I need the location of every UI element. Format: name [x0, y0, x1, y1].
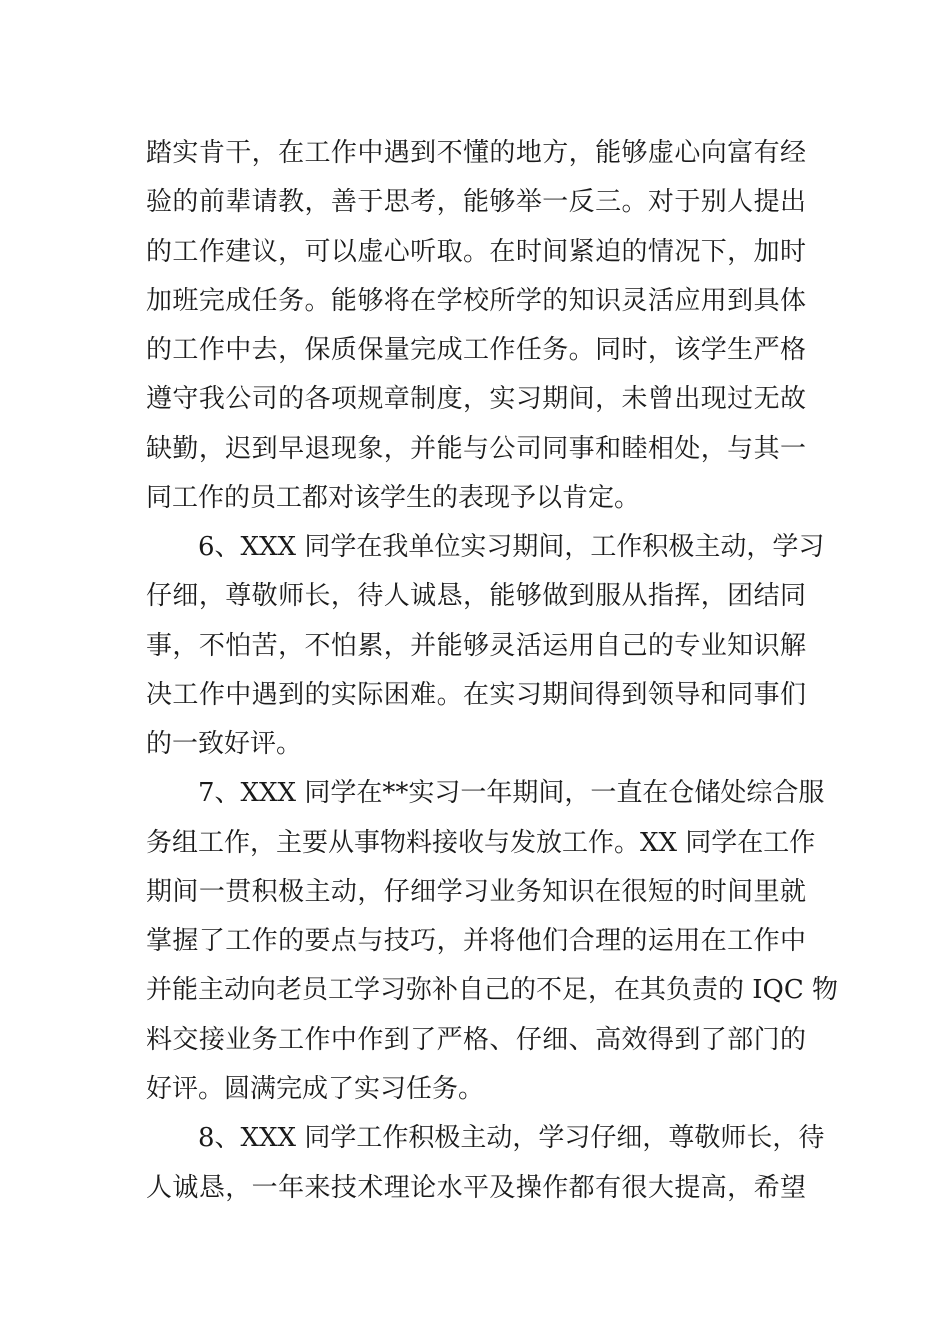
- text-line: 人诚恳，一年来技术理论水平及操作都有很大提高，希望: [146, 1173, 806, 1203]
- paragraph-8-first-line: 8、XXX 同学工作积极主动，学习仔细，尊敬师长，待: [198, 1123, 825, 1153]
- text-line: 遵守我公司的各项规章制度，实习期间，未曾出现过无故: [146, 384, 806, 414]
- text-line: 务组工作，主要从事物料接收与发放工作。XX 同学在工作: [146, 828, 816, 858]
- text-line: 期间一贯积极主动，仔细学习业务知识在很短的时间里就: [146, 877, 806, 907]
- text-line: 掌握了工作的要点与技巧，并将他们合理的运用在工作中: [146, 926, 806, 956]
- paragraph-6-first-line: 6、XXX 同学在我单位实习期间，工作积极主动，学习: [198, 532, 825, 562]
- text-line: 同工作的员工都对该学生的表现予以肯定。: [146, 483, 641, 513]
- text-line: 的工作建议，可以虚心听取。在时间紧迫的情况下，加时: [146, 237, 806, 267]
- text-line: 的工作中去，保质保量完成工作任务。同时，该学生严格: [146, 335, 806, 365]
- text-line: 加班完成任务。能够将在学校所学的知识灵活应用到具体: [146, 286, 806, 316]
- paragraph-7-first-line: 7、XXX 同学在**实习一年期间，一直在仓储处综合服: [198, 778, 825, 808]
- text-line: 验的前辈请教，善于思考，能够举一反三。对于别人提出: [146, 187, 806, 217]
- text-line: 仔细，尊敬师长，待人诚恳，能够做到服从指挥，团结同: [146, 581, 806, 611]
- text-line: 料交接业务工作中作到了严格、仔细、高效得到了部门的: [146, 1025, 806, 1055]
- text-line: 决工作中遇到的实际困难。在实习期间得到领导和同事们: [146, 680, 806, 710]
- text-line: 并能主动向老员工学习弥补自己的不足，在其负责的 IQC 物: [146, 975, 839, 1005]
- text-line: 事，不怕苦，不怕累，并能够灵活运用自己的专业知识解: [146, 631, 806, 661]
- text-line: 的一致好评。: [146, 729, 303, 759]
- text-line: 好评。圆满完成了实习任务。: [146, 1074, 485, 1104]
- text-line: 缺勤，迟到早退现象，并能与公司同事和睦相处，与其一: [146, 434, 806, 464]
- text-line: 踏实肯干，在工作中遇到不懂的地方，能够虚心向富有经: [146, 138, 806, 168]
